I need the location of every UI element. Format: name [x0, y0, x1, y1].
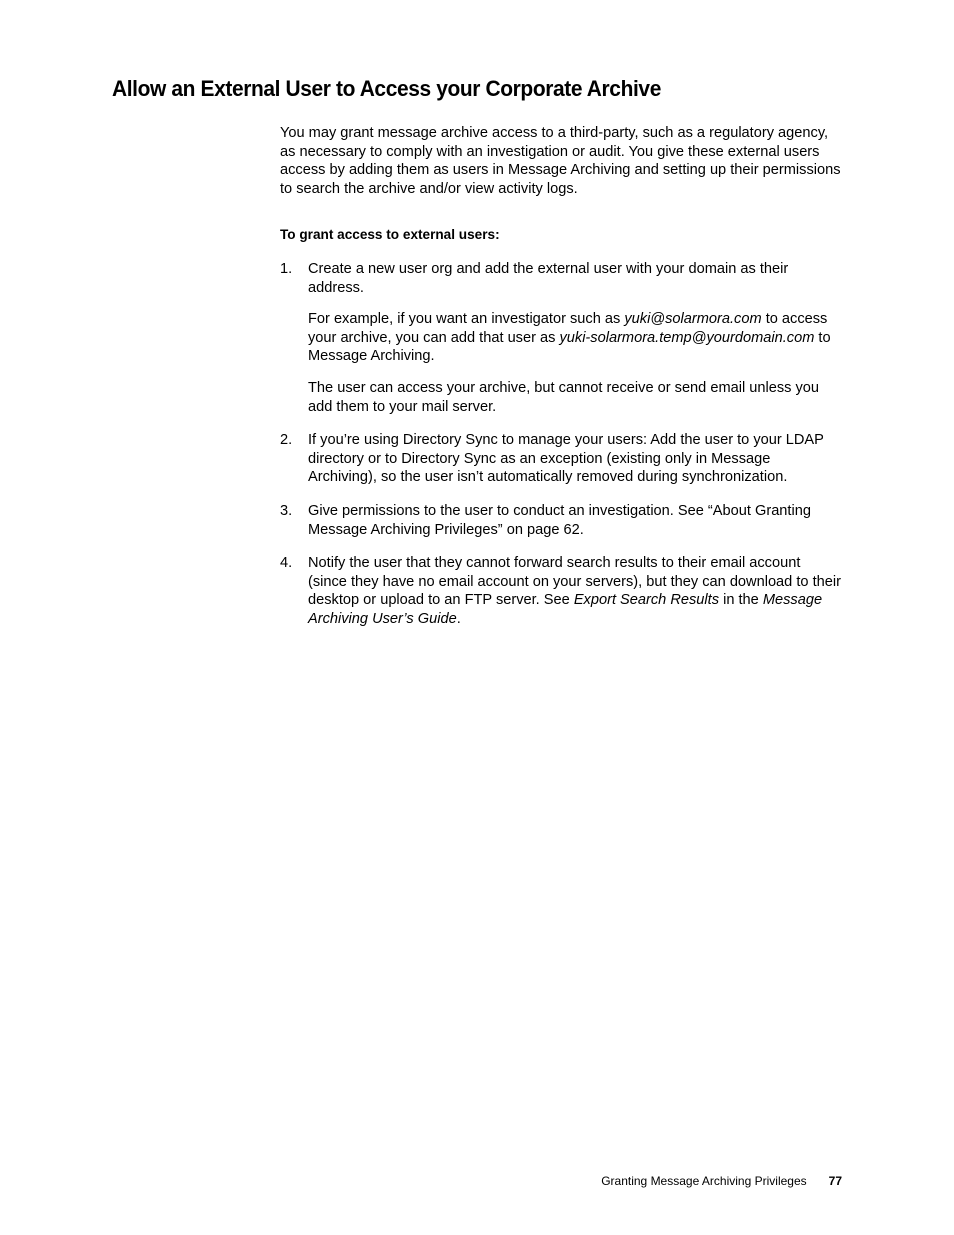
example-email-external: yuki@solarmora.com	[624, 311, 762, 328]
steps-list	[280, 260, 842, 629]
step-1	[280, 260, 842, 416]
guide-title: Message Archiving User’s Guide	[308, 592, 823, 627]
step-number: 3.	[280, 502, 293, 519]
page-number: 77	[828, 1174, 842, 1188]
page-heading: Allow an External User to Access your Corporate Archive	[112, 76, 661, 101]
page-footer	[601, 1174, 842, 1188]
cross-reference-link[interactable]: Export Search Results	[573, 592, 720, 609]
footer-chapter: Granting Message Archiving Privileges	[601, 1174, 807, 1188]
body-column	[280, 124, 842, 643]
step-4	[280, 554, 842, 628]
step-2-text: If you’re using Directory Sync to manage your users: Add the user to your LDAP directory or to Directory Sync as an exception (existing only in Message Archiving), so the user isn’t automatically removed during synchronization.	[308, 432, 824, 486]
step-1-example: For example, if you want an investigator such as yuki@solarmora.com to access your archive, you can add that user as yuki-solarmora.temp@yourdomain.com to Message Archiving.	[308, 311, 831, 365]
step-3-text: Give permissions to the user to conduct an investigation. See “About Granting Message Archiving Privileges” on page 62.	[308, 502, 811, 538]
step-3	[280, 502, 842, 539]
step-number: 4.	[280, 555, 293, 572]
step-4-text: Notify the user that they cannot forward search results to their email account (since they have no email account on your servers), but they can download to their desktop or upload to an FTP server. See Export Search Results in the Message Archiving User’s Guide.	[308, 555, 841, 627]
step-1-note: The user can access your archive, but cannot receive or send email unless you add them to your mail server.	[308, 379, 820, 415]
example-email-internal: yuki-solarmora.temp@yourdomain.com	[559, 329, 815, 346]
step-number: 2.	[280, 432, 293, 449]
step-1-text: Create a new user org and add the external user with your domain as their address.	[308, 260, 789, 296]
step-2	[280, 431, 842, 487]
step-number: 1.	[280, 260, 293, 277]
procedure-title: To grant access to external users:	[280, 227, 500, 243]
intro-paragraph: You may grant message archive access to a third-party, such as a regulatory agency, as necessary to comply with an investigation or audit. You give these external users access by adding them as users in Message Archiving and setting up their permissions to search the archive and/or view activity logs.	[280, 125, 841, 197]
